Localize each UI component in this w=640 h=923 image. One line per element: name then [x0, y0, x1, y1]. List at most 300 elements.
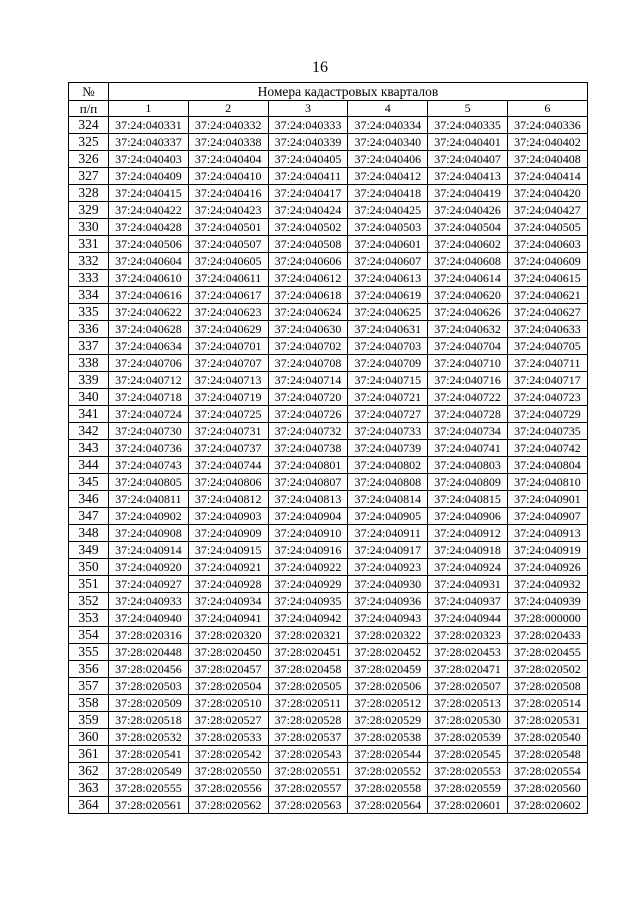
cadastral-quarter-cell: 37:24:040428	[109, 219, 189, 236]
cadastral-quarter-cell: 37:24:040501	[188, 219, 268, 236]
cadastral-quarter-cell: 37:28:020451	[268, 644, 348, 661]
cadastral-quarter-cell: 37:28:020554	[507, 763, 587, 780]
cadastral-quarter-cell: 37:28:020506	[348, 678, 428, 695]
table-row	[69, 287, 588, 304]
cadastral-quarter-cell: 37:24:040331	[109, 117, 189, 134]
row-number: 329	[69, 202, 109, 219]
cadastral-quarter-cell: 37:24:040402	[507, 134, 587, 151]
cadastral-quarter-cell: 37:24:040909	[188, 525, 268, 542]
table-row	[69, 457, 588, 474]
cadastral-quarter-cell: 37:24:040915	[188, 542, 268, 559]
cadastral-quarter-cell: 37:24:040934	[188, 593, 268, 610]
cadastral-quarter-cell: 37:28:020561	[109, 797, 189, 814]
row-number: 360	[69, 729, 109, 746]
cadastral-quarter-cell: 37:24:040416	[188, 185, 268, 202]
table-row	[69, 355, 588, 372]
cadastral-quarter-cell: 37:24:040910	[268, 525, 348, 542]
cadastral-quarter-cell: 37:28:020513	[428, 695, 508, 712]
header-number-symbol: №	[69, 83, 109, 101]
cadastral-quarter-cell: 37:24:040808	[348, 474, 428, 491]
row-number: 334	[69, 287, 109, 304]
cadastral-quarter-cell: 37:24:040621	[507, 287, 587, 304]
cadastral-quarter-cell: 37:28:020510	[188, 695, 268, 712]
cadastral-quarter-cell: 37:24:040810	[507, 474, 587, 491]
cadastral-quarter-cell: 37:28:020433	[507, 627, 587, 644]
cadastral-quarter-cell: 37:24:040506	[109, 236, 189, 253]
table-row	[69, 151, 588, 168]
cadastral-quarter-cell: 37:24:040427	[507, 202, 587, 219]
cadastral-quarter-cell: 37:24:040713	[188, 372, 268, 389]
table-row	[69, 661, 588, 678]
cadastral-quarter-cell: 37:28:020556	[188, 780, 268, 797]
cadastral-quarter-cell: 37:24:040620	[428, 287, 508, 304]
table-row	[69, 627, 588, 644]
cadastral-quarter-cell: 37:24:040422	[109, 202, 189, 219]
cadastral-quarter-cell: 37:24:040603	[507, 236, 587, 253]
cadastral-quarter-cell: 37:24:040734	[428, 423, 508, 440]
cadastral-quarter-cell: 37:24:040632	[428, 321, 508, 338]
cadastral-quarter-cell: 37:24:040936	[348, 593, 428, 610]
row-number: 356	[69, 661, 109, 678]
cadastral-quarter-cell: 37:24:040741	[428, 440, 508, 457]
column-number-1: 1	[109, 101, 189, 117]
cadastral-quarter-cell: 37:28:020559	[428, 780, 508, 797]
cadastral-quarter-cell: 37:24:040605	[188, 253, 268, 270]
cadastral-quarter-cell: 37:24:040405	[268, 151, 348, 168]
table-row	[69, 202, 588, 219]
row-number: 364	[69, 797, 109, 814]
cadastral-quarter-cell: 37:24:040739	[348, 440, 428, 457]
table-row	[69, 525, 588, 542]
cadastral-quarter-cell: 37:28:020550	[188, 763, 268, 780]
cadastral-quarter-cell: 37:24:040944	[428, 610, 508, 627]
cadastral-quarter-cell: 37:28:020457	[188, 661, 268, 678]
cadastral-quarter-cell: 37:24:040707	[188, 355, 268, 372]
table-row	[69, 729, 588, 746]
cadastral-quarter-cell: 37:24:040912	[428, 525, 508, 542]
row-number: 335	[69, 304, 109, 321]
cadastral-quarter-cell: 37:24:040336	[507, 117, 587, 134]
row-number: 343	[69, 440, 109, 457]
table-row	[69, 542, 588, 559]
cadastral-quarter-cell: 37:24:040725	[188, 406, 268, 423]
row-number: 338	[69, 355, 109, 372]
cadastral-quarter-cell: 37:28:020538	[348, 729, 428, 746]
row-number: 344	[69, 457, 109, 474]
row-number: 332	[69, 253, 109, 270]
cadastral-quarter-cell: 37:24:040804	[507, 457, 587, 474]
cadastral-quarter-cell: 37:24:040424	[268, 202, 348, 219]
row-number: 352	[69, 593, 109, 610]
cadastral-quarter-cell: 37:24:040626	[428, 304, 508, 321]
cadastral-quarter-cell: 37:24:040503	[348, 219, 428, 236]
cadastral-quarter-cell: 37:24:040731	[188, 423, 268, 440]
header-item-abbrev: п/п	[69, 101, 109, 117]
cadastral-quarter-cell: 37:28:020543	[268, 746, 348, 763]
cadastral-quarter-cell: 37:28:020552	[348, 763, 428, 780]
cadastral-quarter-cell: 37:24:040710	[428, 355, 508, 372]
cadastral-quarter-cell: 37:24:040401	[428, 134, 508, 151]
cadastral-quarter-cell: 37:24:040903	[188, 508, 268, 525]
cadastral-quarter-cell: 37:24:040633	[507, 321, 587, 338]
cadastral-quarter-cell: 37:28:020511	[268, 695, 348, 712]
cadastral-quarter-cell: 37:24:040941	[188, 610, 268, 627]
cadastral-quarter-cell: 37:24:040419	[428, 185, 508, 202]
row-number: 326	[69, 151, 109, 168]
cadastral-quarter-cell: 37:24:040622	[109, 304, 189, 321]
cadastral-quarter-cell: 37:24:040924	[428, 559, 508, 576]
cadastral-quarter-cell: 37:24:040913	[507, 525, 587, 542]
cadastral-quarter-cell: 37:28:020558	[348, 780, 428, 797]
table-row	[69, 644, 588, 661]
cadastral-quarter-cell: 37:24:040614	[428, 270, 508, 287]
cadastral-quarter-cell: 37:24:040631	[348, 321, 428, 338]
table-row	[69, 270, 588, 287]
cadastral-quarter-cell: 37:28:020530	[428, 712, 508, 729]
cadastral-quarter-cell: 37:24:040939	[507, 593, 587, 610]
cadastral-quarter-cell: 37:24:040504	[428, 219, 508, 236]
cadastral-quarter-cell: 37:28:020458	[268, 661, 348, 678]
cadastral-quarter-cell: 37:24:040608	[428, 253, 508, 270]
cadastral-quarter-cell: 37:28:020321	[268, 627, 348, 644]
cadastral-quarter-cell: 37:28:020555	[109, 780, 189, 797]
cadastral-quarter-cell: 37:24:040914	[109, 542, 189, 559]
cadastral-quarter-cell: 37:24:040418	[348, 185, 428, 202]
cadastral-quarter-cell: 37:24:040508	[268, 236, 348, 253]
cadastral-quarter-cell: 37:28:020509	[109, 695, 189, 712]
table-row	[69, 253, 588, 270]
cadastral-quarter-cell: 37:28:000000	[507, 610, 587, 627]
cadastral-quarter-cell: 37:28:020531	[507, 712, 587, 729]
cadastral-quarter-cell: 37:24:040919	[507, 542, 587, 559]
row-number: 355	[69, 644, 109, 661]
row-number: 349	[69, 542, 109, 559]
cadastral-quarter-cell: 37:24:040703	[348, 338, 428, 355]
cadastral-quarter-cell: 37:24:040940	[109, 610, 189, 627]
cadastral-quarter-cell: 37:24:040337	[109, 134, 189, 151]
cadastral-quarter-cell: 37:24:040412	[348, 168, 428, 185]
row-number: 354	[69, 627, 109, 644]
cadastral-quarter-cell: 37:24:040702	[268, 338, 348, 355]
cadastral-quarter-cell: 37:24:040737	[188, 440, 268, 457]
row-number: 348	[69, 525, 109, 542]
table-header	[69, 83, 588, 117]
cadastral-quarter-cell: 37:24:040333	[268, 117, 348, 134]
table-row	[69, 593, 588, 610]
cadastral-quarter-cell: 37:24:040926	[507, 559, 587, 576]
cadastral-quarter-cell: 37:24:040920	[109, 559, 189, 576]
cadastral-quarter-cell: 37:24:040811	[109, 491, 189, 508]
cadastral-quarter-cell: 37:24:040338	[188, 134, 268, 151]
row-number: 362	[69, 763, 109, 780]
cadastral-quarter-cell: 37:24:040610	[109, 270, 189, 287]
cadastral-quarter-cell: 37:24:040721	[348, 389, 428, 406]
cadastral-quarter-cell: 37:28:020537	[268, 729, 348, 746]
cadastral-quarter-cell: 37:24:040407	[428, 151, 508, 168]
table-row	[69, 236, 588, 253]
row-number: 328	[69, 185, 109, 202]
cadastral-quarter-cell: 37:28:020459	[348, 661, 428, 678]
row-number: 346	[69, 491, 109, 508]
row-number: 333	[69, 270, 109, 287]
cadastral-quarter-cell: 37:28:020455	[507, 644, 587, 661]
cadastral-quarter-cell: 37:24:040720	[268, 389, 348, 406]
cadastral-quarter-cell: 37:24:040809	[428, 474, 508, 491]
table-row	[69, 763, 588, 780]
cadastral-quarter-cell: 37:28:020548	[507, 746, 587, 763]
row-number: 361	[69, 746, 109, 763]
table-row	[69, 678, 588, 695]
cadastral-quarter-cell: 37:24:040627	[507, 304, 587, 321]
cadastral-quarter-cell: 37:24:040711	[507, 355, 587, 372]
cadastral-quarter-cell: 37:24:040805	[109, 474, 189, 491]
cadastral-quarter-cell: 37:24:040815	[428, 491, 508, 508]
cadastral-quarter-cell: 37:24:040916	[268, 542, 348, 559]
cadastral-quarter-cell: 37:24:040413	[428, 168, 508, 185]
row-number: 337	[69, 338, 109, 355]
cadastral-quarter-cell: 37:24:040706	[109, 355, 189, 372]
cadastral-quarter-cell: 37:28:020541	[109, 746, 189, 763]
cadastral-quarter-cell: 37:24:040812	[188, 491, 268, 508]
table-row	[69, 780, 588, 797]
column-number-4: 4	[348, 101, 428, 117]
row-number: 330	[69, 219, 109, 236]
cadastral-quarter-cell: 37:24:040923	[348, 559, 428, 576]
cadastral-quarter-cell: 37:28:020544	[348, 746, 428, 763]
cadastral-quarter-cell: 37:28:020508	[507, 678, 587, 695]
cadastral-quarter-cell: 37:28:020322	[348, 627, 428, 644]
table-row	[69, 338, 588, 355]
cadastral-quarter-cell: 37:28:020551	[268, 763, 348, 780]
table-row	[69, 389, 588, 406]
row-number: 347	[69, 508, 109, 525]
cadastral-quarter-cell: 37:24:040409	[109, 168, 189, 185]
cadastral-quarter-cell: 37:28:020549	[109, 763, 189, 780]
cadastral-quarter-cell: 37:24:040334	[348, 117, 428, 134]
cadastral-quarter-cell: 37:24:040901	[507, 491, 587, 508]
row-number: 336	[69, 321, 109, 338]
cadastral-quarter-cell: 37:28:020602	[507, 797, 587, 814]
cadastral-quarter-cell: 37:24:040726	[268, 406, 348, 423]
cadastral-quarter-cell: 37:24:040921	[188, 559, 268, 576]
cadastral-quarter-cell: 37:24:040723	[507, 389, 587, 406]
cadastral-quarter-cell: 37:24:040414	[507, 168, 587, 185]
cadastral-quarter-cell: 37:24:040423	[188, 202, 268, 219]
row-number: 351	[69, 576, 109, 593]
column-number-5: 5	[428, 101, 508, 117]
cadastral-quarter-cell: 37:24:040601	[348, 236, 428, 253]
table-row	[69, 712, 588, 729]
row-number: 340	[69, 389, 109, 406]
table-row	[69, 168, 588, 185]
cadastral-quarter-cell: 37:24:040628	[109, 321, 189, 338]
cadastral-quarter-cell: 37:28:020471	[428, 661, 508, 678]
cadastral-quarter-cell: 37:24:040714	[268, 372, 348, 389]
cadastral-quarter-cell: 37:24:040724	[109, 406, 189, 423]
cadastral-quarter-cell: 37:28:020540	[507, 729, 587, 746]
cadastral-quarter-cell: 37:24:040727	[348, 406, 428, 423]
row-number: 357	[69, 678, 109, 695]
cadastral-quarter-cell: 37:28:020502	[507, 661, 587, 678]
cadastral-quarter-cell: 37:24:040613	[348, 270, 428, 287]
cadastral-quarter-cell: 37:28:020323	[428, 627, 508, 644]
row-number: 327	[69, 168, 109, 185]
cadastral-quarter-cell: 37:24:040425	[348, 202, 428, 219]
table-row	[69, 695, 588, 712]
cadastral-quarter-cell: 37:24:040904	[268, 508, 348, 525]
cadastral-quarter-cell: 37:24:040933	[109, 593, 189, 610]
cadastral-quarter-cell: 37:28:020562	[188, 797, 268, 814]
cadastral-quarter-cell: 37:28:020539	[428, 729, 508, 746]
column-number-2: 2	[188, 101, 268, 117]
cadastral-quarter-cell: 37:28:020601	[428, 797, 508, 814]
cadastral-quarter-cell: 37:24:040807	[268, 474, 348, 491]
cadastral-quarter-cell: 37:28:020545	[428, 746, 508, 763]
cadastral-quarter-cell: 37:24:040917	[348, 542, 428, 559]
cadastral-quarter-cell: 37:28:020557	[268, 780, 348, 797]
cadastral-quarter-cell: 37:24:040408	[507, 151, 587, 168]
cadastral-quarter-cell: 37:24:040615	[507, 270, 587, 287]
table-row	[69, 321, 588, 338]
table-row	[69, 474, 588, 491]
cadastral-quarter-cell: 37:24:040918	[428, 542, 508, 559]
cadastral-quarter-cell: 37:28:020316	[109, 627, 189, 644]
table-row	[69, 559, 588, 576]
cadastral-quarter-cell: 37:24:040609	[507, 253, 587, 270]
cadastral-quarter-cell: 37:24:040743	[109, 457, 189, 474]
cadastral-quarter-cell: 37:28:020507	[428, 678, 508, 695]
cadastral-quarter-cell: 37:28:020448	[109, 644, 189, 661]
table-row	[69, 491, 588, 508]
cadastral-quarter-cell: 37:28:020452	[348, 644, 428, 661]
cadastral-quarter-cell: 37:24:040813	[268, 491, 348, 508]
cadastral-quarter-cell: 37:28:020320	[188, 627, 268, 644]
cadastral-quarter-cell: 37:24:040619	[348, 287, 428, 304]
cadastral-quarter-cell: 37:24:040332	[188, 117, 268, 134]
cadastral-quarter-cell: 37:24:040932	[507, 576, 587, 593]
cadastral-quarter-cell: 37:24:040623	[188, 304, 268, 321]
cadastral-quarter-cell: 37:24:040411	[268, 168, 348, 185]
table-row	[69, 576, 588, 593]
cadastral-quarter-cell: 37:24:040339	[268, 134, 348, 151]
row-number: 345	[69, 474, 109, 491]
cadastral-quarter-cell: 37:24:040607	[348, 253, 428, 270]
cadastral-quarter-cell: 37:28:020503	[109, 678, 189, 695]
cadastral-quarter-cell: 37:24:040738	[268, 440, 348, 457]
cadastral-quarter-cell: 37:24:040715	[348, 372, 428, 389]
cadastral-quarter-cell: 37:24:040930	[348, 576, 428, 593]
cadastral-quarter-cell: 37:24:040730	[109, 423, 189, 440]
cadastral-quarter-cell: 37:24:040717	[507, 372, 587, 389]
column-number-6: 6	[507, 101, 587, 117]
cadastral-quarter-cell: 37:28:020504	[188, 678, 268, 695]
cadastral-quarter-cell: 37:24:040406	[348, 151, 428, 168]
table-row	[69, 797, 588, 814]
table-row	[69, 508, 588, 525]
cadastral-quarter-cell: 37:24:040722	[428, 389, 508, 406]
cadastral-quarter-cell: 37:24:040943	[348, 610, 428, 627]
cadastral-quarter-cell: 37:24:040712	[109, 372, 189, 389]
cadastral-quarter-cell: 37:28:020528	[268, 712, 348, 729]
cadastral-quarter-cell: 37:24:040505	[507, 219, 587, 236]
cadastral-quarter-cell: 37:28:020456	[109, 661, 189, 678]
row-number: 358	[69, 695, 109, 712]
cadastral-quarter-cell: 37:28:020564	[348, 797, 428, 814]
cadastral-quarter-cell: 37:28:020532	[109, 729, 189, 746]
cadastral-quarter-cell: 37:24:040935	[268, 593, 348, 610]
row-number: 339	[69, 372, 109, 389]
cadastral-quarter-cell: 37:28:020560	[507, 780, 587, 797]
cadastral-quarter-cell: 37:24:040701	[188, 338, 268, 355]
cadastral-quarter-cell: 37:24:040902	[109, 508, 189, 525]
cadastral-quarter-cell: 37:28:020553	[428, 763, 508, 780]
table-row	[69, 117, 588, 134]
cadastral-quarter-cell: 37:24:040403	[109, 151, 189, 168]
table-row	[69, 219, 588, 236]
cadastral-quarter-cell: 37:28:020514	[507, 695, 587, 712]
cadastral-quarter-cell: 37:24:040611	[188, 270, 268, 287]
cadastral-quarter-cell: 37:28:020542	[188, 746, 268, 763]
row-number: 341	[69, 406, 109, 423]
cadastral-quarter-cell: 37:28:020529	[348, 712, 428, 729]
cadastral-quarter-cell: 37:24:040617	[188, 287, 268, 304]
cadastral-quarter-cell: 37:24:040733	[348, 423, 428, 440]
cadastral-quarter-cell: 37:24:040922	[268, 559, 348, 576]
cadastral-quarter-cell: 37:24:040735	[507, 423, 587, 440]
row-number: 353	[69, 610, 109, 627]
cadastral-quarter-cell: 37:24:040624	[268, 304, 348, 321]
cadastral-quarter-cell: 37:24:040803	[428, 457, 508, 474]
cadastral-quarter-cell: 37:24:040719	[188, 389, 268, 406]
cadastral-quarter-cell: 37:24:040616	[109, 287, 189, 304]
table-row	[69, 372, 588, 389]
cadastral-quarter-cell: 37:24:040415	[109, 185, 189, 202]
cadastral-quarter-cell: 37:24:040606	[268, 253, 348, 270]
cadastral-quarter-cell: 37:24:040908	[109, 525, 189, 542]
cadastral-quarter-cell: 37:24:040420	[507, 185, 587, 202]
cadastral-quarter-cell: 37:24:040618	[268, 287, 348, 304]
table-row	[69, 610, 588, 627]
table-body	[69, 117, 588, 814]
cadastral-quarter-cell: 37:24:040905	[348, 508, 428, 525]
cadastral-quarter-cell: 37:24:040928	[188, 576, 268, 593]
row-number: 325	[69, 134, 109, 151]
cadastral-quarter-cell: 37:28:020453	[428, 644, 508, 661]
cadastral-quarter-cell: 37:24:040931	[428, 576, 508, 593]
cadastral-quarter-cell: 37:28:020518	[109, 712, 189, 729]
cadastral-quarter-cell: 37:24:040929	[268, 576, 348, 593]
cadastral-quarter-cell: 37:24:040718	[109, 389, 189, 406]
cadastral-quarter-cell: 37:28:020512	[348, 695, 428, 712]
row-number: 324	[69, 117, 109, 134]
column-number-3: 3	[268, 101, 348, 117]
table-row	[69, 185, 588, 202]
row-number: 359	[69, 712, 109, 729]
cadastral-quarter-cell: 37:24:040704	[428, 338, 508, 355]
cadastral-quarter-cell: 37:24:040426	[428, 202, 508, 219]
cadastral-quarter-cell: 37:28:020563	[268, 797, 348, 814]
header-cadastral-quarters: Номера кадастровых кварталов	[109, 83, 588, 101]
cadastral-quarter-cell: 37:24:040507	[188, 236, 268, 253]
cadastral-quarter-cell: 37:28:020533	[188, 729, 268, 746]
cadastral-quarter-cell: 37:24:040634	[109, 338, 189, 355]
cadastral-quarter-cell: 37:24:040417	[268, 185, 348, 202]
cadastral-quarter-cell: 37:24:040705	[507, 338, 587, 355]
table-row	[69, 440, 588, 457]
row-number: 350	[69, 559, 109, 576]
cadastral-quarter-cell: 37:24:040404	[188, 151, 268, 168]
table-row	[69, 134, 588, 151]
